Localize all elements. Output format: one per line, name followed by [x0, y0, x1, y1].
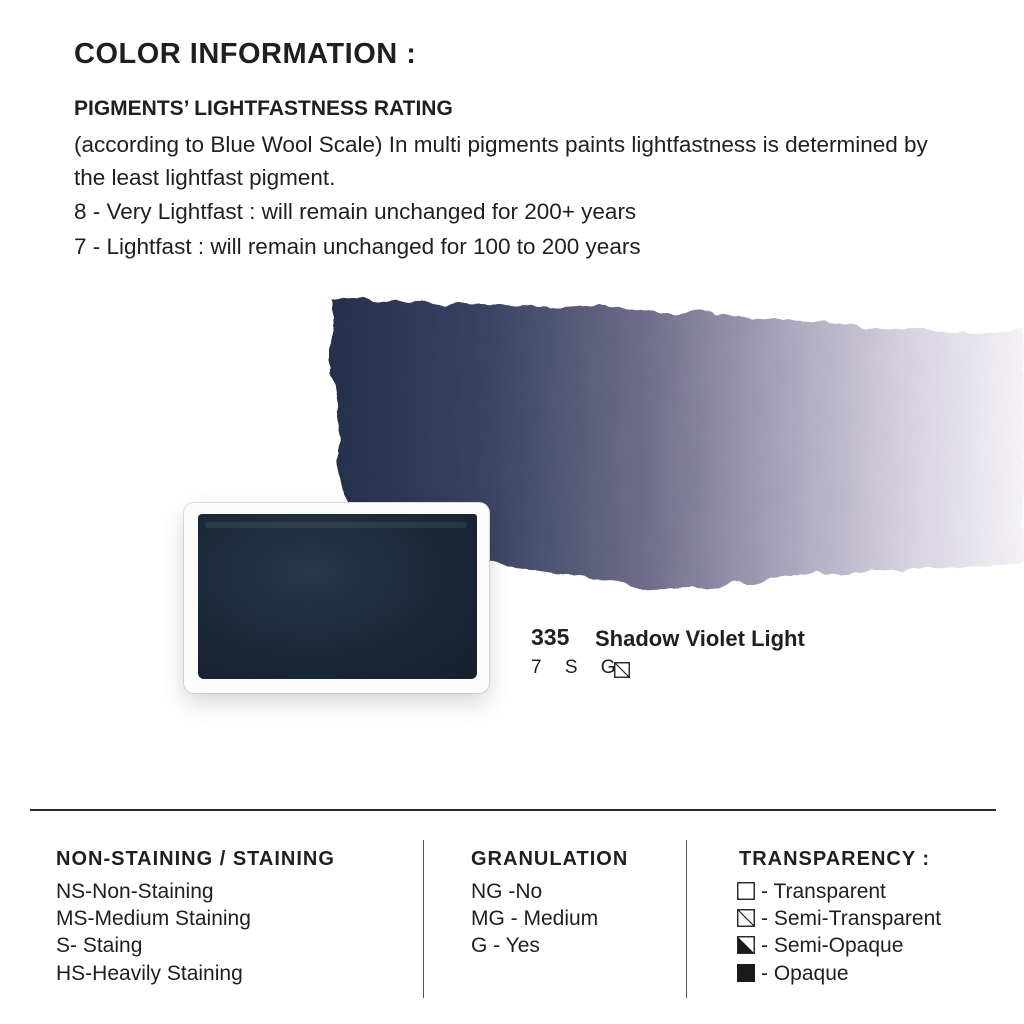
page-title: COLOR INFORMATION : [74, 38, 417, 70]
semi-opaque-icon [737, 936, 755, 954]
paint-pan-highlight [205, 522, 467, 528]
paint-tags: 7 S G [531, 657, 625, 678]
paint-number: 335 [531, 624, 570, 650]
section-divider [30, 809, 996, 811]
transparency-label: - Semi-Opaque [761, 934, 904, 957]
rating-8: 8 - Very Lightfast : will remain unchanged for 200+ years [74, 199, 637, 224]
staining-item: HS-Heavily Staining [56, 962, 243, 985]
transparency-label: - Opaque [761, 962, 849, 985]
transparency-item [737, 880, 886, 904]
opaque-icon [737, 964, 755, 982]
semi-transparent-icon [737, 909, 755, 927]
transparency-item [737, 962, 849, 986]
transparency-label: - Semi-Transparent [761, 907, 942, 930]
paint-name: Shadow Violet Light [595, 626, 805, 651]
paint-pan-color [198, 514, 477, 679]
staining-item: MS-Medium Staining [56, 907, 251, 930]
column-divider [423, 840, 424, 998]
rating-7: 7 - Lightfast : will remain unchanged for 100 to 200 years [74, 234, 641, 259]
lightfastness-description: (according to Blue Wool Scale) In multi pigments paints lightfastness is determined by the least lightfast pigment. [74, 132, 928, 190]
staining-heading: NON-STAINING / STAINING [56, 848, 335, 870]
lightfastness-heading: PIGMENTS’ LIGHTFASTNESS RATING [74, 97, 453, 120]
column-divider [686, 840, 687, 998]
staining-item: S- Staing [56, 934, 143, 957]
semi-transparent-icon [614, 662, 630, 678]
transparency-item [737, 907, 941, 931]
transparent-icon [737, 882, 755, 900]
staining-item: NS-Non-Staining [56, 880, 214, 903]
transparency-label: - Transparent [761, 880, 886, 903]
granulation-item: MG - Medium [471, 907, 599, 930]
transparency-heading: TRANSPARENCY : [739, 848, 931, 870]
granulation-item: G - Yes [471, 934, 540, 957]
granulation-item: NG -No [471, 880, 543, 903]
transparency-item [737, 934, 903, 958]
granulation-heading: GRANULATION [471, 848, 629, 870]
